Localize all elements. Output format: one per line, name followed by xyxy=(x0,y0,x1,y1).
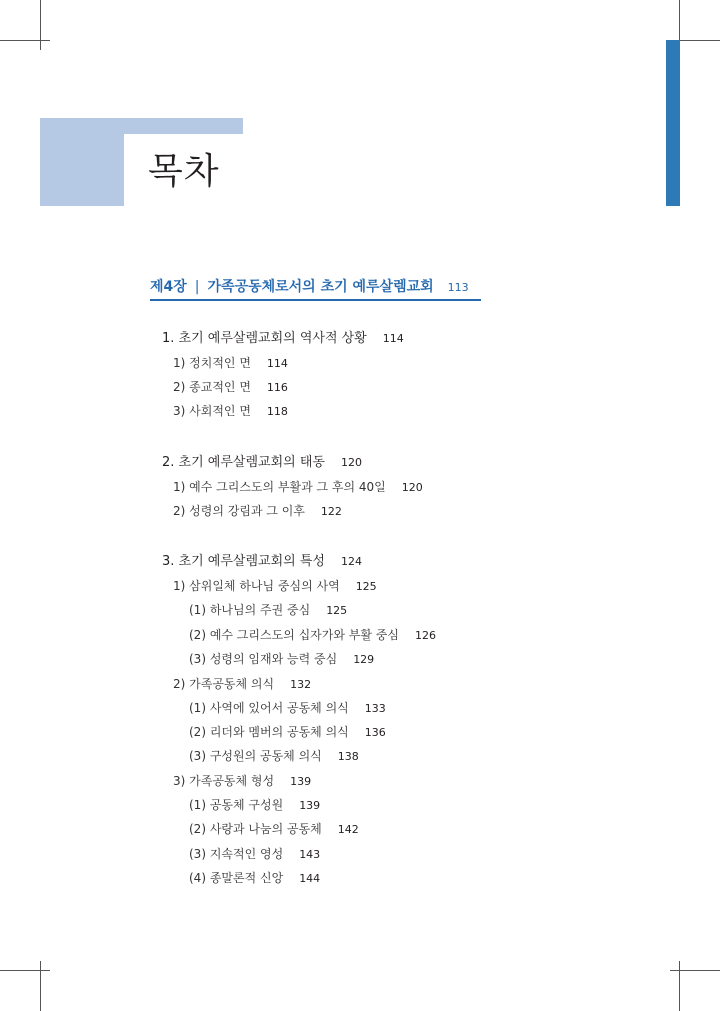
toc-entry-text: 2) 성령의 강림과 그 이후 xyxy=(173,504,305,518)
toc-entry-text: 3) 가족공동체 형성 xyxy=(173,774,275,788)
toc-entry-page: 124 xyxy=(340,555,362,568)
toc-entry xyxy=(189,627,436,644)
toc-entry xyxy=(173,503,342,520)
toc-entry-page: 144 xyxy=(299,872,321,885)
toc-entry-text: 2) 가족공동체 의식 xyxy=(173,677,275,691)
toc-entry-text: 3. 초기 예루살렘교회의 특성 xyxy=(162,554,325,569)
crop-mark-bottom-left-v xyxy=(40,961,41,1011)
toc-entry xyxy=(173,773,311,790)
toc-entry xyxy=(173,355,288,372)
toc-entry-text: (2) 예수 그리스도의 십자가와 부활 중심 xyxy=(189,628,399,642)
toc-entry xyxy=(189,651,374,668)
toc-entry-text: 2) 종교적인 면 xyxy=(173,380,251,394)
toc-entry xyxy=(173,479,423,496)
toc-entry xyxy=(173,676,311,693)
chapter-side-tab xyxy=(666,40,680,206)
toc-entry-page: 136 xyxy=(364,726,386,739)
toc-entry-text: 2. 초기 예루살렘교회의 태동 xyxy=(162,455,325,470)
toc-entry-text: (4) 종말론적 신앙 xyxy=(189,871,284,885)
toc-entry xyxy=(162,553,362,571)
toc-entry-page: 122 xyxy=(320,505,342,518)
toc-entry xyxy=(189,846,320,863)
toc-entry-page: 139 xyxy=(290,775,312,788)
toc-entry xyxy=(189,602,347,619)
toc-entry-text: 1) 삼위일체 하나님 중심의 사역 xyxy=(173,579,340,593)
toc-entry xyxy=(173,379,288,396)
toc-entry-page: 114 xyxy=(382,332,404,345)
toc-entry-text: (3) 지속적인 영성 xyxy=(189,847,284,861)
crop-mark-bottom-right-h xyxy=(670,970,720,971)
toc-entry-page: 116 xyxy=(266,381,288,394)
toc-entry xyxy=(189,797,320,814)
toc-entry-text: 3) 사회적인 면 xyxy=(173,404,251,418)
toc-entry xyxy=(162,330,404,348)
toc-entry-page: 125 xyxy=(326,604,348,617)
toc-entry-text: (3) 성령의 임재와 능력 중심 xyxy=(189,652,338,666)
toc-entry-text: (3) 구성원의 공동체 의식 xyxy=(189,749,322,763)
toc-entry-text: (1) 하나님의 주권 중심 xyxy=(189,603,311,617)
toc-entry-text: 1) 정치적인 면 xyxy=(173,356,251,370)
toc-entry-page: 133 xyxy=(364,702,386,715)
toc-entry-page: 125 xyxy=(355,580,377,593)
crop-mark-top-left-v xyxy=(40,0,41,50)
chapter-label: 제4장 xyxy=(150,279,187,295)
toc-entry xyxy=(173,578,377,595)
chapter-heading xyxy=(150,278,469,297)
toc-entry-page: 120 xyxy=(340,456,362,469)
toc-entry xyxy=(189,870,320,887)
toc-entry-page: 143 xyxy=(299,848,321,861)
toc-entry-page: 129 xyxy=(353,653,375,666)
toc-entry xyxy=(189,700,386,717)
toc-entry-text: (1) 공동체 구성원 xyxy=(189,798,284,812)
toc-entry-page: 120 xyxy=(401,481,423,494)
toc-entry xyxy=(173,403,288,420)
chapter-underline xyxy=(150,299,481,301)
chapter-separator: | xyxy=(194,279,200,295)
toc-entry-page: 114 xyxy=(266,357,288,370)
toc-entry-page: 142 xyxy=(337,823,359,836)
crop-mark-top-left-h xyxy=(0,40,50,41)
chapter-title: 가족공동체로서의 초기 예루살렘교회 xyxy=(207,279,434,295)
chapter-page-number: 113 xyxy=(447,281,469,294)
crop-mark-bottom-left-h xyxy=(0,970,50,971)
toc-entry xyxy=(189,724,386,741)
toc-entry-page: 138 xyxy=(337,750,359,763)
toc-entry-text: (2) 사랑과 나눔의 공동체 xyxy=(189,822,322,836)
toc-entry-page: 132 xyxy=(290,678,312,691)
toc-entry-text: 1. 초기 예루살렘교회의 역사적 상황 xyxy=(162,331,367,346)
toc-entry-page: 118 xyxy=(266,405,288,418)
toc-entry xyxy=(162,454,362,472)
toc-entry-text: (1) 사역에 있어서 공동체 의식 xyxy=(189,701,349,715)
crop-mark-bottom-right-v xyxy=(679,961,680,1011)
toc-entry-text: 1) 예수 그리스도의 부활과 그 후의 40일 xyxy=(173,480,386,494)
toc-entry-page: 139 xyxy=(299,799,321,812)
toc-entry-text: (2) 리더와 멤버의 공동체 의식 xyxy=(189,725,349,739)
toc-entry xyxy=(189,748,359,765)
toc-entry-page: 126 xyxy=(414,629,436,642)
toc-entry xyxy=(189,821,359,838)
page-title: 목차 xyxy=(148,151,220,192)
